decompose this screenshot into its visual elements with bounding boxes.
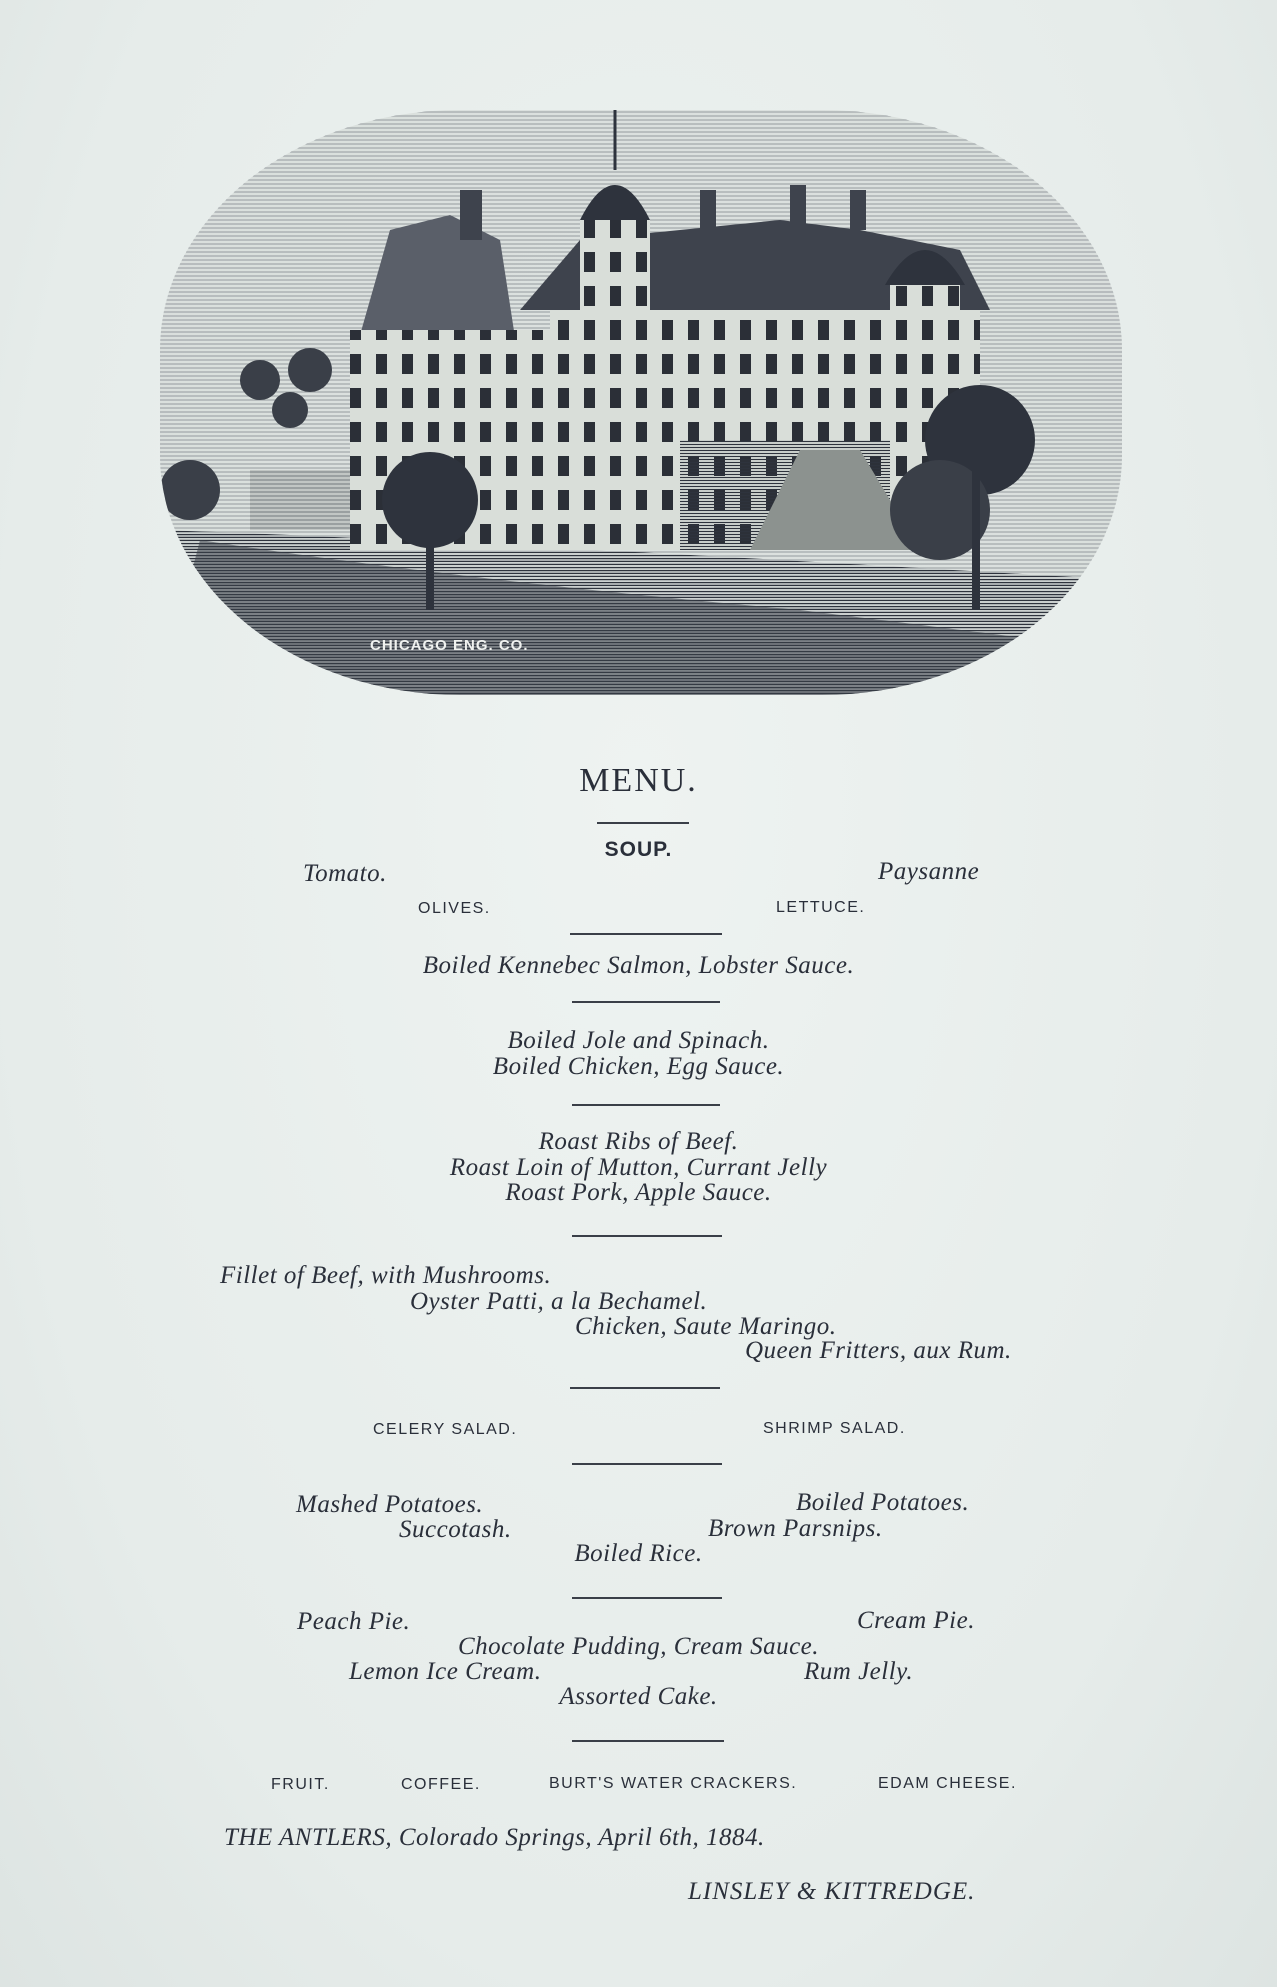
divider	[570, 1387, 720, 1389]
divider	[570, 933, 722, 935]
soup-heading: SOUP.	[604, 838, 673, 861]
menu-title: MENU.	[579, 762, 698, 799]
dessert-item: Cream Pie.	[857, 1607, 975, 1634]
hotel-engraving	[160, 110, 1122, 695]
relish-item: OLIVES.	[418, 900, 491, 917]
soup-item: Tomato.	[303, 860, 387, 887]
boiled-item: Boiled Jole and Spinach.	[507, 1027, 770, 1054]
divider	[572, 1463, 722, 1465]
salad-item: SHRIMP SALAD.	[763, 1420, 906, 1437]
roast-item: Roast Pork, Apple Sauce.	[505, 1179, 772, 1206]
engraver-credit: CHICAGO ENG. CO.	[370, 637, 529, 654]
divider	[572, 1740, 724, 1742]
fish-course: Boiled Kennebec Salmon, Lobster Sauce.	[422, 952, 855, 979]
dessert-item: Assorted Cake.	[559, 1683, 718, 1710]
divider	[572, 1104, 720, 1106]
dessert-item: Rum Jelly.	[804, 1658, 914, 1685]
vegetable-item: Succotash.	[399, 1516, 512, 1543]
entree-item: Oyster Patti, a la Bechamel.	[410, 1288, 708, 1315]
final-item: EDAM CHEESE.	[878, 1775, 1017, 1792]
boiled-item: Boiled Chicken, Egg Sauce.	[492, 1053, 785, 1080]
final-item: COFFEE.	[401, 1776, 481, 1793]
relish-item: LETTUCE.	[776, 899, 866, 916]
divider	[572, 1235, 722, 1237]
dessert-item: Peach Pie.	[297, 1608, 411, 1635]
entree-item: Chicken, Saute Maringo.	[575, 1313, 837, 1340]
final-item: BURT'S WATER CRACKERS.	[549, 1775, 798, 1792]
dessert-item: Lemon Ice Cream.	[349, 1658, 542, 1685]
soup-item: Paysanne	[878, 858, 980, 885]
footer-venue-date: THE ANTLERS, Colorado Springs, April 6th, 1884.	[224, 1824, 765, 1851]
entree-item: Queen Fritters, aux Rum.	[745, 1337, 1012, 1364]
divider	[572, 1597, 722, 1599]
vegetable-item: Mashed Potatoes.	[296, 1491, 484, 1518]
vegetable-item: Boiled Potatoes.	[796, 1489, 970, 1516]
divider	[572, 1001, 720, 1003]
vegetable-item: Boiled Rice.	[574, 1540, 703, 1567]
entree-item: Fillet of Beef, with Mushrooms.	[220, 1262, 552, 1289]
salad-item: CELERY SALAD.	[373, 1421, 518, 1438]
caterer-credit: LINSLEY & KITTREDGE.	[688, 1878, 976, 1905]
divider	[597, 822, 689, 824]
dessert-item: Chocolate Pudding, Cream Sauce.	[457, 1633, 820, 1660]
final-item: FRUIT.	[271, 1776, 330, 1793]
roast-item: Roast Ribs of Beef.	[538, 1128, 739, 1155]
vegetable-item: Brown Parsnips.	[708, 1515, 883, 1542]
roast-item: Roast Loin of Mutton, Currant Jelly	[449, 1154, 828, 1181]
